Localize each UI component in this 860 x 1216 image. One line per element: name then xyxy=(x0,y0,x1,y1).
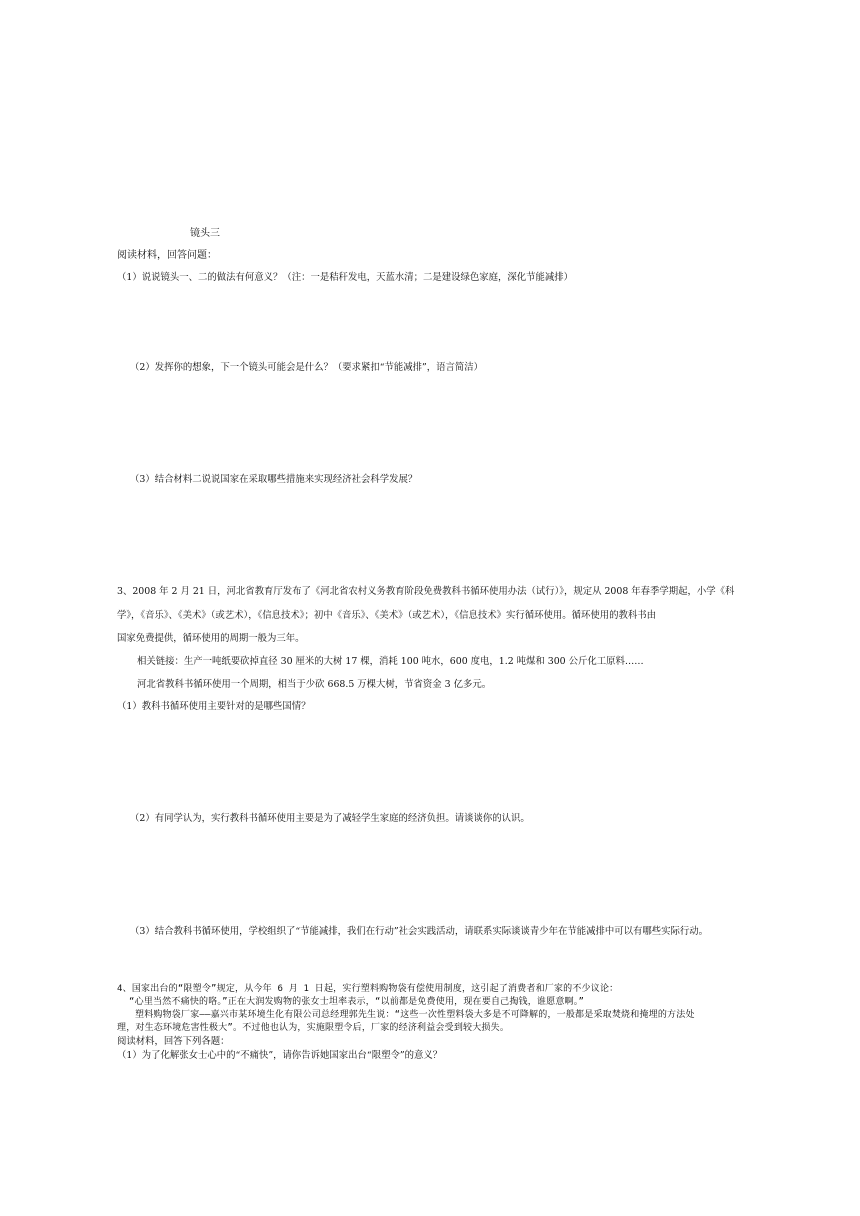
problem-3-line-3: 国家免费提供，循环使用的周期一般为三年。 xyxy=(117,633,305,644)
problem-3-question-2: （2）有同学认为，实行教科书循环使用主要是为了减轻学生家庭的经济负担。请谈谈你的认识。 xyxy=(130,813,530,824)
problem-4-instruction: 阅读材料，回答下列各题： xyxy=(117,1036,230,1047)
question-1: （1）说说镜头一、二的做法有何意义？（注：一是秸秆发电，天蓝水清；二是建设绿色家庭，深化节能减排） xyxy=(117,272,573,283)
problem-3-question-1: （1）教科书循环使用主要针对的是哪些国情？ xyxy=(117,701,311,712)
section-heading: 镜头三 xyxy=(190,228,220,239)
problem-4-question-1: （1）为了化解张女士心中的“不痛快”，请你告诉她国家出台“限塑令”的意义？ xyxy=(117,1050,443,1061)
related-link-2: 河北省教科书循环使用一个周期，相当于少砍 668.5 万棵大树，节省资金 3 亿多元。 xyxy=(137,679,492,690)
related-link-1: 相关链接：生产一吨纸要砍掉直径 30 厘米的大树 17 棵，消耗 100 吨水，600 度电，1.2 吨煤和 300 公斤化工原料…… xyxy=(137,656,644,667)
problem-4-line-3: 塑料购物袋厂家——嘉兴市某环境生化有限公司总经理郭先生说：“这些一次性塑料袋大多是不可降解的，一般都是采取焚烧和掩埋的方法处 xyxy=(135,1010,695,1020)
question-2: （2）发挥你的想象，下一个镜头可能会是什么？（要求紧扣“节能减排”，语言简洁） xyxy=(130,362,484,373)
read-instruction: 阅读材料，回答问题： xyxy=(117,250,217,261)
problem-3-line-2: 学》，《音乐》、《美术》（或艺术），《信息技术》；初中《音乐》、《美术》（或艺术），《信息技术》实行循环使用。循环使用的教科书由 xyxy=(117,610,656,621)
problem-4-line-1: 4、国家出台的“限塑令”规定，从今年 6 月 1 日起，实行塑料购物袋有偿使用制度，这引起了消费者和厂家的不少议论： xyxy=(117,984,619,994)
problem-3-line-1: 3、2008 年 2 月 21 日，河北省教育厅发布了《河北省农村义务教育阶段免费教科书循环使用办法（试行）》，规定从 2008 年春季学期起，小学《科 xyxy=(117,586,735,597)
problem-4-line-2: “心里当然不痛快的咯。”正在大润发购物的张女士坦率表示，“以前都是免费使用，现在要自己掏钱，谁愿意啊。” xyxy=(129,997,585,1007)
problem-4-line-4: 理，对生态环境危害性极大”。不过他也认为，实施限塑令后，厂家的经济利益会受到较大损失。 xyxy=(117,1023,510,1033)
question-3: （3）结合材料二说说国家在采取哪些措施来实现经济社会科学发展？ xyxy=(130,474,418,485)
problem-3-question-3: （3）结合教科书循环使用，学校组织了“节能减排，我们在行动”社会实践活动，请联系实际谈谈青少年在节能减排中可以有哪些实际行动。 xyxy=(130,926,709,937)
